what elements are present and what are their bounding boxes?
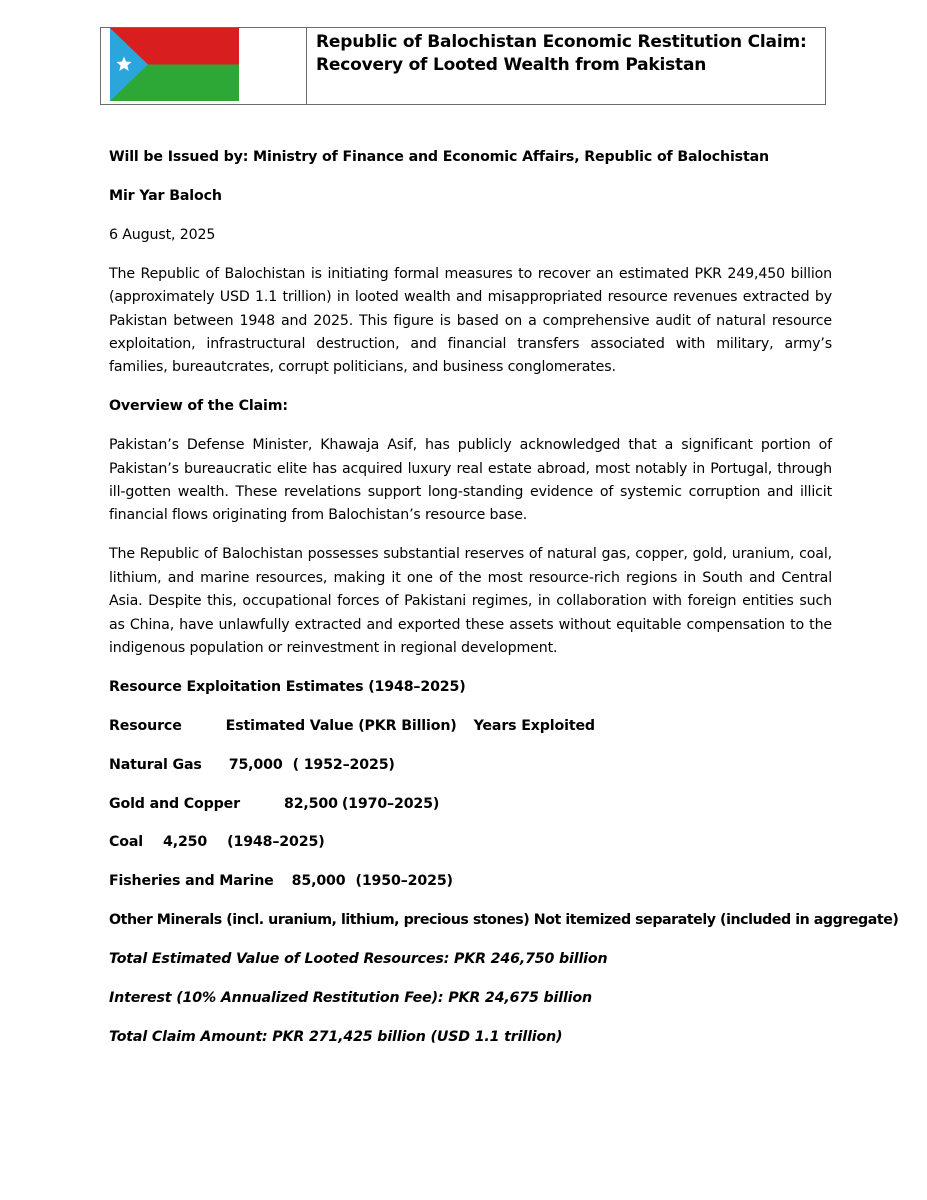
- row-resource: Natural Gas: [109, 756, 202, 773]
- title-line-2: Recovery of Looted Wealth from Pakistan: [316, 55, 707, 75]
- row-years: (1948–2025): [227, 834, 325, 851]
- row-years: (1950–2025): [355, 873, 453, 890]
- title-line-1: Republic of Balochistan Economic Restitution Claim:: [316, 32, 807, 52]
- estimates-row: [109, 831, 832, 854]
- estimates-heading: Resource Exploitation Estimates (1948–2025): [109, 678, 466, 695]
- author: Mir Yar Baloch: [109, 187, 222, 204]
- row-resource: Coal: [109, 834, 143, 851]
- row-resource: Fisheries and Marine: [109, 873, 274, 890]
- row-years: (1970–2025): [341, 795, 440, 812]
- title-cell: [307, 28, 825, 104]
- document-body: [109, 146, 899, 1065]
- row-value: 82,500: [283, 795, 338, 812]
- total-claim: Total Claim Amount: PKR 271,425 billion (USD 1.1 trillion): [109, 1028, 563, 1045]
- other-minerals: Other Minerals (incl. uranium, lithium, precious stones) Not itemized separately (included in aggregate): [109, 912, 899, 929]
- estimates-columns-row: [109, 715, 832, 738]
- overview-paragraph-1: Pakistan’s Defense Minister, Khawaja Asif, has publicly acknowledged that a significant portion of Pakistan’s bureaucratic elite has acquired luxury real estate abroad, most notably in Portugal, through ill-gotten wealth. These revelations support long-standing evidence of systemic corruption and illicit financial flows originating from Balochistan’s resource base.: [109, 437, 832, 524]
- row-value: 85,000: [291, 873, 346, 890]
- total-looted: Total Estimated Value of Looted Resources: PKR 246,750 billion: [109, 951, 608, 968]
- row-years: ( 1952–2025): [292, 756, 395, 773]
- flag-cell: [101, 28, 307, 104]
- header-table: [100, 27, 826, 105]
- column-years: Years Exploited: [473, 717, 595, 734]
- intro-paragraph: The Republic of Balochistan is initiating formal measures to recover an estimated PKR 249,450 billion (approximately USD 1.1 trillion) in looted wealth and misappropriated resource revenues extracted by Pakistan between 1948 and 2025. This figure is based on a comprehensive audit of natural resource exploitation, infrastructural destruction, and financial transfers associated with military, army’s families, bureautcrates, corrupt politicians, and business conglomerates.: [109, 265, 832, 376]
- column-value: Estimated Value (PKR Billion): [225, 717, 457, 734]
- row-value: 4,250: [163, 834, 208, 851]
- column-resource: Resource: [109, 717, 182, 734]
- estimates-row: [109, 793, 832, 816]
- row-resource: Gold and Copper: [109, 795, 240, 812]
- estimates-row: [109, 870, 832, 893]
- row-value: 75,000: [228, 756, 283, 773]
- estimates-row: [109, 754, 832, 777]
- overview-heading: Overview of the Claim:: [109, 398, 288, 415]
- balochistan-flag-icon: [110, 28, 239, 101]
- date: 6 August, 2025: [109, 226, 216, 243]
- overview-paragraph-2: The Republic of Balochistan possesses substantial reserves of natural gas, copper, gold, uranium, coal, lithium, and marine resources, making it one of the most resource-rich regions in South and Central Asia. Despite this, occupational forces of Pakistani regimes, in collaboration with foreign entities such as China, have unlawfully extracted and exported these assets without equitable compensation to the indigenous population or reinvestment in regional development.: [109, 546, 832, 656]
- issued-by: Will be Issued by: Ministry of Finance and Economic Affairs, Republic of Balochistan: [109, 149, 769, 165]
- total-interest: Interest (10% Annualized Restitution Fee): PKR 24,675 billion: [109, 990, 592, 1007]
